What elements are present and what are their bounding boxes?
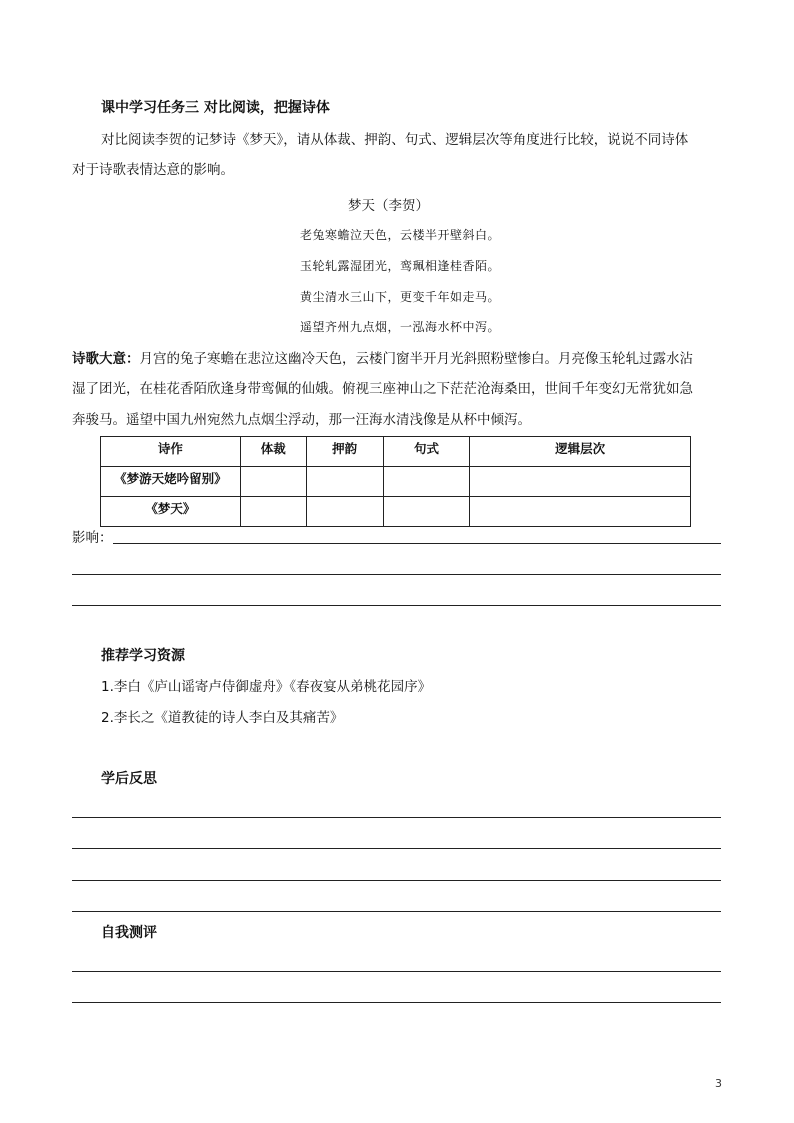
meaning-line-1 [72, 344, 693, 374]
task-title: 课中学习任务三 对比阅读，把握诗体 [101, 100, 330, 116]
answer-line[interactable] [72, 605, 721, 606]
poem-line: 遥望齐州九点烟，一泓海水杯中泻。 [300, 320, 501, 334]
page-number: 3 [715, 1077, 722, 1090]
meaning-label: 诗歌大意： [72, 351, 140, 367]
answer-line[interactable] [72, 574, 721, 575]
table-row [101, 467, 691, 497]
self-eval-title: 自我测评 [101, 925, 157, 941]
comparison-table [100, 436, 691, 527]
table-header: 押韵 [306, 437, 383, 467]
meaning-text: 月宫的兔子寒蟾在悲泣这幽冷天色，云楼门窗半开月光斜照粉壁惨白。月亮像玉轮轧过露水沾 [139, 351, 693, 367]
intro-line-1: 对比阅读李贺的记梦诗《梦天》，请从体裁、押韵、句式、逻辑层次等角度进行比较，说说不同诗体 [101, 132, 689, 148]
resources-title: 推荐学习资源 [101, 648, 185, 664]
table-cell[interactable] [470, 467, 691, 497]
resource-item: 2.李长之《道教徒的诗人李白及其痛苦》 [101, 710, 344, 726]
answer-line[interactable] [72, 817, 721, 818]
table-header: 体裁 [240, 437, 306, 467]
table-cell[interactable] [470, 497, 691, 527]
meaning-line-2: 湿了团光，在桂花香陌欣逢身带鸾佩的仙娥。俯视三座神山之下茫茫沧海桑田，世间千年变幻无常犹如急 [72, 381, 693, 397]
resource-item: 1.李白《庐山谣寄卢侍御虚舟》《春夜宴从弟桃花园序》 [101, 679, 432, 695]
table-cell[interactable] [306, 497, 383, 527]
poem-line: 黄尘清水三山下，更变千年如走马。 [300, 290, 501, 304]
table-cell[interactable] [240, 467, 306, 497]
table-cell[interactable] [383, 497, 470, 527]
table-header: 句式 [383, 437, 470, 467]
poem-line: 玉轮轧露湿团光，鸾珮相逢桂香陌。 [300, 259, 501, 273]
table-cell-poem: 《梦游天姥吟留别》 [101, 467, 241, 497]
table-header-row [101, 437, 691, 467]
answer-line[interactable] [113, 543, 721, 544]
table-cell[interactable] [240, 497, 306, 527]
table-header: 逻辑层次 [470, 437, 691, 467]
table-row [101, 497, 691, 527]
answer-line[interactable] [72, 880, 721, 881]
poem-title: 梦天（李贺） [348, 198, 429, 214]
reflection-title: 学后反思 [101, 771, 157, 787]
table-cell[interactable] [383, 467, 470, 497]
table-cell-poem: 《梦天》 [101, 497, 241, 527]
poem-line: 老兔寒蟾泣天色，云楼半开壁斜白。 [300, 228, 501, 242]
answer-line[interactable] [72, 911, 721, 912]
answer-line[interactable] [72, 1002, 721, 1003]
intro-line-2: 对于诗歌表情达意的影响。 [72, 162, 234, 178]
table-cell[interactable] [306, 467, 383, 497]
answer-line[interactable] [72, 848, 721, 849]
answer-line[interactable] [72, 971, 721, 972]
meaning-line-3: 奔骏马。遥望中国九州宛然九点烟尘浮动，那一汪海水清浅像是从杯中倾泻。 [72, 412, 531, 428]
table-header: 诗作 [101, 437, 241, 467]
impact-label: 影响： [72, 530, 113, 546]
